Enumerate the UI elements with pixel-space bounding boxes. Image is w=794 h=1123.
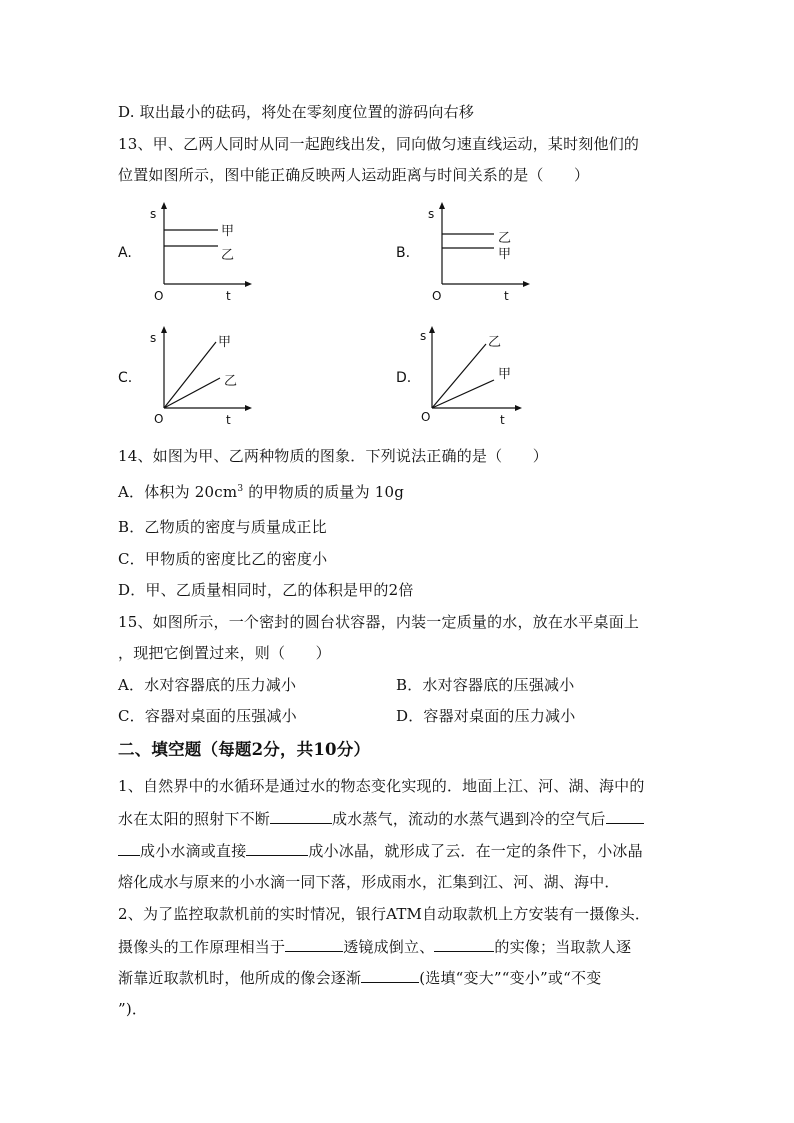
q15-option-b: B．水对容器底的压强减小 (396, 676, 575, 694)
graph-d-origin: O (421, 410, 431, 424)
graph-c-s-label: s (150, 331, 157, 345)
graph-c-origin: O (154, 412, 164, 426)
graph-b-line-jia-label: 甲 (498, 247, 512, 262)
graph-c-line-jia (164, 342, 216, 408)
graph-b-s-label: s (428, 207, 435, 221)
graph-d-line-yi-label: 乙 (488, 335, 502, 350)
fill1-line2: 水在太阳的照射下不断 成水蒸气，流动的水蒸气遇到冷的空气后 (118, 808, 644, 829)
fill1-blank-1[interactable] (270, 808, 332, 824)
graph-c-t-label: t (226, 413, 231, 427)
fill2-line4: ”)． (118, 1000, 148, 1018)
graph-a-s-label: s (150, 207, 157, 221)
graph-c-line-yi (164, 378, 220, 408)
graph-a-t-label: t (226, 289, 231, 303)
q13-stem-line1: 13、甲、乙两人同时从同一起跑线出发，同向做匀速直线运动，某时刻他们的 (118, 135, 640, 153)
q15-stem-line1: 15、如图所示，一个密封的圆台状容器，内装一定质量的水，放在水平桌面上 (118, 613, 640, 631)
graph-a-origin: O (154, 289, 164, 303)
q13-option-b-label: B. (396, 245, 411, 261)
fill1-blank-2b[interactable] (118, 840, 140, 856)
fill1-blank-2a[interactable] (606, 808, 644, 824)
graph-d-s-label: s (420, 329, 427, 343)
fill2-blank-2[interactable] (434, 936, 494, 952)
fill2-line3: 渐靠近取款机时，他所成的像会逐渐 (选填“变大”“变小”或“不变 (118, 969, 602, 987)
q14-option-c: C．甲物质的密度比乙的密度小 (118, 550, 328, 568)
q13-option-d-label: D. (396, 370, 412, 386)
q15-option-a: A．水对容器底的压力减小 (118, 676, 297, 694)
fill2-blank-3[interactable] (361, 967, 419, 983)
graph-b-origin: O (432, 289, 442, 303)
q14-option-a: A．体积为 $20cm^3$ 的甲物质的质量为 10g (118, 483, 405, 501)
q13-graph-d (418, 322, 538, 430)
q12-option-d: D. 取出最小的砝码，将处在零刻度位置的游码向右移 (118, 103, 475, 121)
graph-d-line-yi (432, 344, 486, 408)
q13-stem-line2: 位置如图所示，图中能正确反映两人运动距离与时间关系的是（ ） (118, 166, 590, 184)
graph-b-line-yi-label: 乙 (498, 231, 512, 246)
q15-stem-line2: ，现把它倒置过来，则（ ） (118, 644, 331, 662)
graph-c-line-jia-label: 甲 (218, 335, 232, 350)
q13-graph-c (140, 322, 260, 430)
graph-b-t-label: t (504, 289, 509, 303)
fill1-line1: 1、自然界中的水循环是通过水的物态变化实现的．地面上江、河、湖、海中的 (118, 777, 645, 795)
q15-option-d: D．容器对桌面的压力减小 (396, 707, 576, 725)
graph-d-t-label: t (500, 413, 505, 427)
section2-heading: 二、填空题（每题2分，共10分） (118, 740, 371, 759)
graph-a-line-yi-label: 乙 (221, 248, 235, 263)
q14-option-b: B．乙物质的密度与质量成正比 (118, 518, 327, 536)
graph-a-line-jia-label: 甲 (221, 224, 235, 239)
q13-option-a-label: A. (118, 245, 132, 261)
q15-option-c: C．容器对桌面的压强减小 (118, 707, 297, 725)
fill2-line1: 2、为了监控取款机前的实时情况，银行ATM自动取款机上方安装有一摄像头． (118, 905, 651, 923)
fill2-blank-1[interactable] (285, 936, 343, 952)
graph-d-line-jia (432, 380, 494, 408)
fill1-line4: 熔化成水与原来的小水滴一同下落，形成雨水，汇集到江、河、湖、海中． (118, 873, 620, 891)
fill1-line3: 成小水滴或直接 成小冰晶，就形成了云．在一定的条件下，小冰晶 (118, 840, 643, 861)
q14-stem: 14、如图为甲、乙两种物质的图象．下列说法正确的是（ ） (118, 447, 548, 465)
q14-option-d: D．甲、乙质量相同时，乙的体积是甲的2倍 (118, 581, 414, 599)
graph-d-line-jia-label: 甲 (498, 367, 512, 382)
fill2-line2: 摄像头的工作原理相当于 透镜成倒立、 的实像；当取款人逐 (118, 938, 632, 956)
q13-option-c-label: C. (118, 370, 133, 386)
q13-graph-a (140, 200, 260, 305)
graph-c-line-yi-label: 乙 (224, 374, 238, 389)
fill1-blank-3[interactable] (246, 840, 308, 856)
q13-graph-b (418, 200, 538, 305)
